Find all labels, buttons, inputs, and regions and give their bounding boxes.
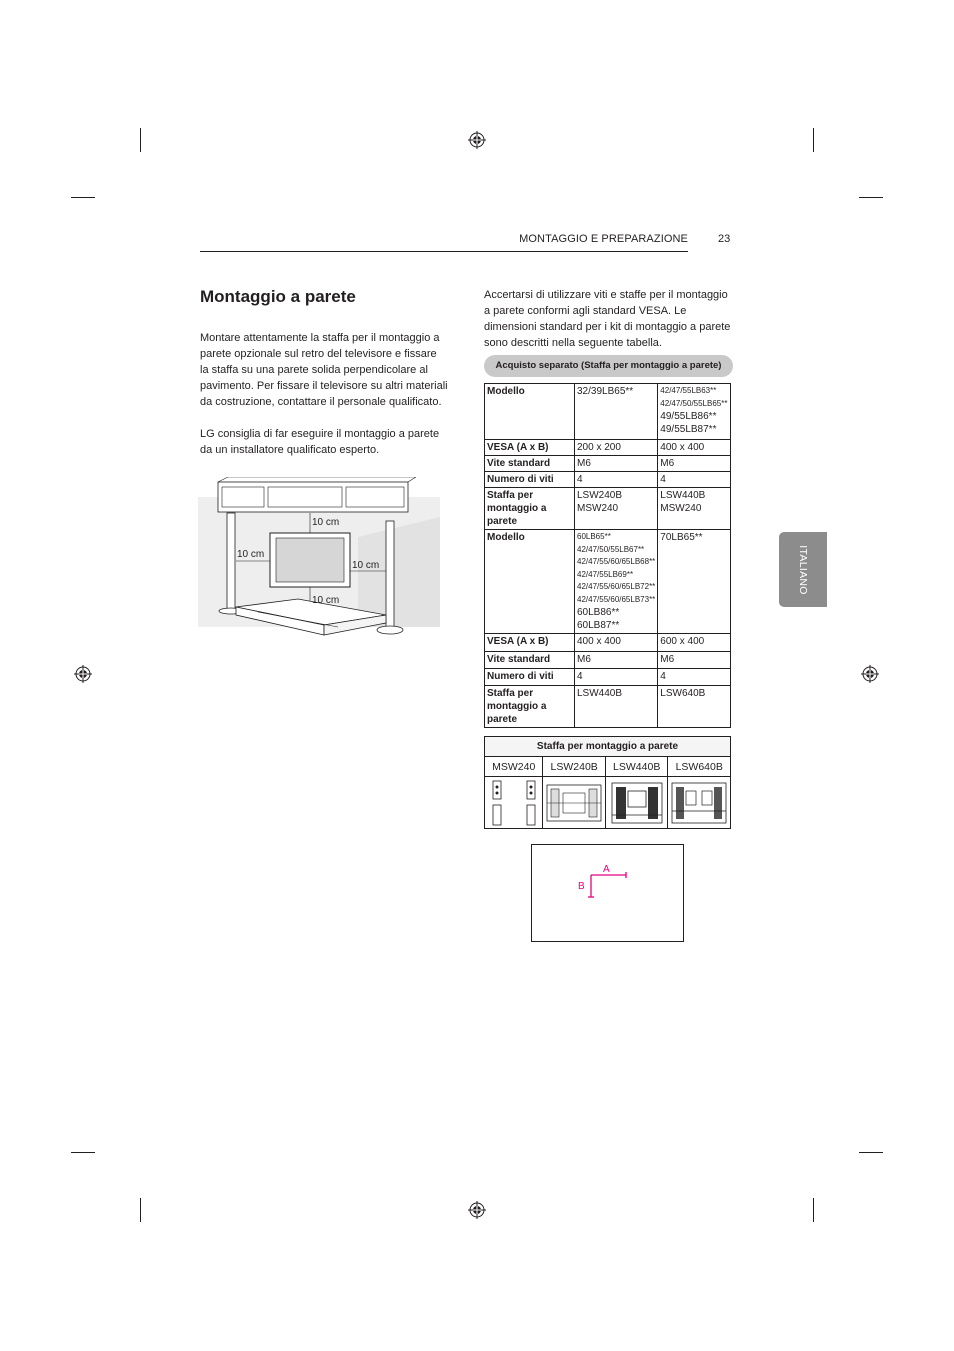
cell-bracket-a: LSW440B <box>575 686 658 728</box>
registration-mark-icon <box>468 1201 486 1219</box>
language-tab <box>779 532 827 607</box>
table-row <box>485 777 731 829</box>
table-row <box>485 530 731 634</box>
crop-mark <box>71 1152 95 1153</box>
cell-screw-a: M6 <box>575 456 658 472</box>
vesa-dimension-diagram <box>531 844 684 942</box>
cell-model-b: 70LB65** <box>658 530 731 634</box>
vesa-ab-graphic <box>532 845 683 941</box>
crop-mark <box>859 1152 883 1153</box>
vesa-label-b: B <box>578 881 585 892</box>
cell-vesa-b: 400 x 400 <box>658 440 731 456</box>
wall-mount-clearance-illustration <box>198 477 440 639</box>
model-line: 60LB87** <box>577 620 620 631</box>
bracket-model-label: LSW240B <box>543 757 606 777</box>
table-row <box>485 634 731 652</box>
table-row <box>485 488 731 530</box>
model-line: 60LB65** <box>577 532 611 541</box>
row-label-bracket: Staffa per montaggio a parete <box>485 488 575 530</box>
cell-count-b: 4 <box>658 669 731 686</box>
model-line: 60LB86** <box>577 607 620 618</box>
cell-screw-a: M6 <box>575 652 658 669</box>
table-row <box>485 652 731 669</box>
clearance-label-left: 10 cm <box>237 549 265 560</box>
cell-vesa-b: 600 x 400 <box>658 634 731 652</box>
bracket-model-label: MSW240 <box>485 757 543 777</box>
model-line: 42/47/50/55LB67** <box>577 544 645 554</box>
table-row <box>485 440 731 456</box>
table-row <box>485 737 731 757</box>
spec-table-title: Acquisto separato (Staffa per montaggio a parete) <box>484 355 733 377</box>
bracket-image-cell <box>485 777 543 829</box>
registration-mark-icon <box>74 665 92 683</box>
cell-vesa-a: 200 x 200 <box>575 440 658 456</box>
cell-model-a <box>575 530 658 634</box>
cell-count-a: 4 <box>575 669 658 686</box>
cell-bracket-b: LSW640B <box>658 686 731 728</box>
cell-count-b: 4 <box>658 472 731 488</box>
table-row <box>485 456 731 472</box>
row-label-model: Modello <box>485 530 575 634</box>
bracket-table <box>484 736 731 829</box>
cell-bracket-b <box>658 488 731 530</box>
row-label-vesa: VESA (A x B) <box>485 440 575 456</box>
msw240-bracket-icon <box>487 779 541 827</box>
lsw640b-bracket-icon <box>670 779 728 827</box>
cell-screw-b: M6 <box>658 652 731 669</box>
crop-mark <box>813 1198 814 1222</box>
bracket-model-label: LSW440B <box>605 757 668 777</box>
cell-model-a: 32/39LB65** <box>575 384 658 440</box>
language-tab-label: ITALIANO <box>797 544 809 595</box>
vesa-spec-table <box>484 383 731 728</box>
table-row <box>485 384 731 440</box>
model-line: 42/47/55/60/65LB73** <box>577 594 656 604</box>
table-row <box>485 757 731 777</box>
cell-count-a: 4 <box>575 472 658 488</box>
bracket-model-label: LSW640B <box>668 757 731 777</box>
row-label-screw: Vite standard <box>485 456 575 472</box>
crop-mark <box>813 128 814 152</box>
lsw440b-bracket-icon <box>608 779 666 827</box>
bracket-image-cell <box>605 777 668 829</box>
row-label-model: Modello <box>485 384 575 440</box>
bracket-table-title: Staffa per montaggio a parete <box>485 737 731 757</box>
row-label-screw: Vite standard <box>485 652 575 669</box>
row-label-vesa: VESA (A x B) <box>485 634 575 652</box>
cell-bracket-a <box>575 488 658 530</box>
cell-screw-b: M6 <box>658 456 731 472</box>
crop-mark <box>140 1198 141 1222</box>
crop-mark <box>140 128 141 152</box>
model-line: 49/55LB87** <box>660 424 717 435</box>
lsw240b-bracket-icon <box>545 779 603 827</box>
section-header: MONTAGGIO E PREPARAZIONE <box>519 233 688 245</box>
row-label-bracket: Staffa per montaggio a parete <box>485 686 575 728</box>
clearance-label-right: 10 cm <box>352 560 380 571</box>
crop-mark <box>859 197 883 198</box>
header-rule <box>200 251 688 252</box>
bracket-image-cell <box>543 777 606 829</box>
model-line: 49/55LB86** <box>660 411 717 422</box>
table-row <box>485 686 731 728</box>
bracket-line: MSW240 <box>660 503 702 514</box>
table-row <box>485 669 731 686</box>
bracket-line: LSW240B <box>577 490 623 501</box>
row-label-count: Numero di viti <box>485 472 575 488</box>
model-line: 42/47/55/60/65LB68** <box>577 557 656 566</box>
cell-vesa-a: 400 x 400 <box>575 634 658 652</box>
registration-mark-icon <box>468 131 486 149</box>
registration-mark-icon <box>861 665 879 683</box>
model-line: 42/47/55LB69** <box>577 569 634 579</box>
bracket-line: MSW240 <box>577 503 619 514</box>
intro-paragraph-2: LG consiglia di far eseguire il montaggio a parete da un installatore qualificato esperto. <box>200 428 440 456</box>
page-number: 23 <box>718 233 731 245</box>
vesa-label-a: A <box>603 864 610 875</box>
cell-model-b <box>658 384 731 440</box>
bracket-line: LSW440B <box>660 490 706 501</box>
model-line: 42/47/50/55LB65** <box>660 398 728 408</box>
intro-paragraph: Montare attentamente la staffa per il montaggio a parete opzionale sul retro del televisore e fissare la staffa su una parete solida perpendicolare al pavimento. Per fissare il televisore su altri materiali da costruzione, contattare il personale qualificato. <box>200 332 448 408</box>
crop-mark <box>71 197 95 198</box>
model-line: 42/47/55/60/65LB72** <box>577 582 656 591</box>
bracket-image-cell <box>668 777 731 829</box>
model-line: 42/47/55LB63** <box>660 386 717 395</box>
clearance-label-bottom: 10 cm <box>312 595 340 606</box>
table-row <box>485 472 731 488</box>
clearance-label-top: 10 cm <box>312 517 340 528</box>
vesa-intro-paragraph: Accertarsi di utilizzare viti e staffe per il montaggio a parete conformi agli standard VESA. Le dimensioni standard per i kit di montaggio a parete sono descritti nella seguente tabella. <box>484 289 731 349</box>
page-title: Montaggio a parete <box>200 287 356 306</box>
row-label-count: Numero di viti <box>485 669 575 686</box>
